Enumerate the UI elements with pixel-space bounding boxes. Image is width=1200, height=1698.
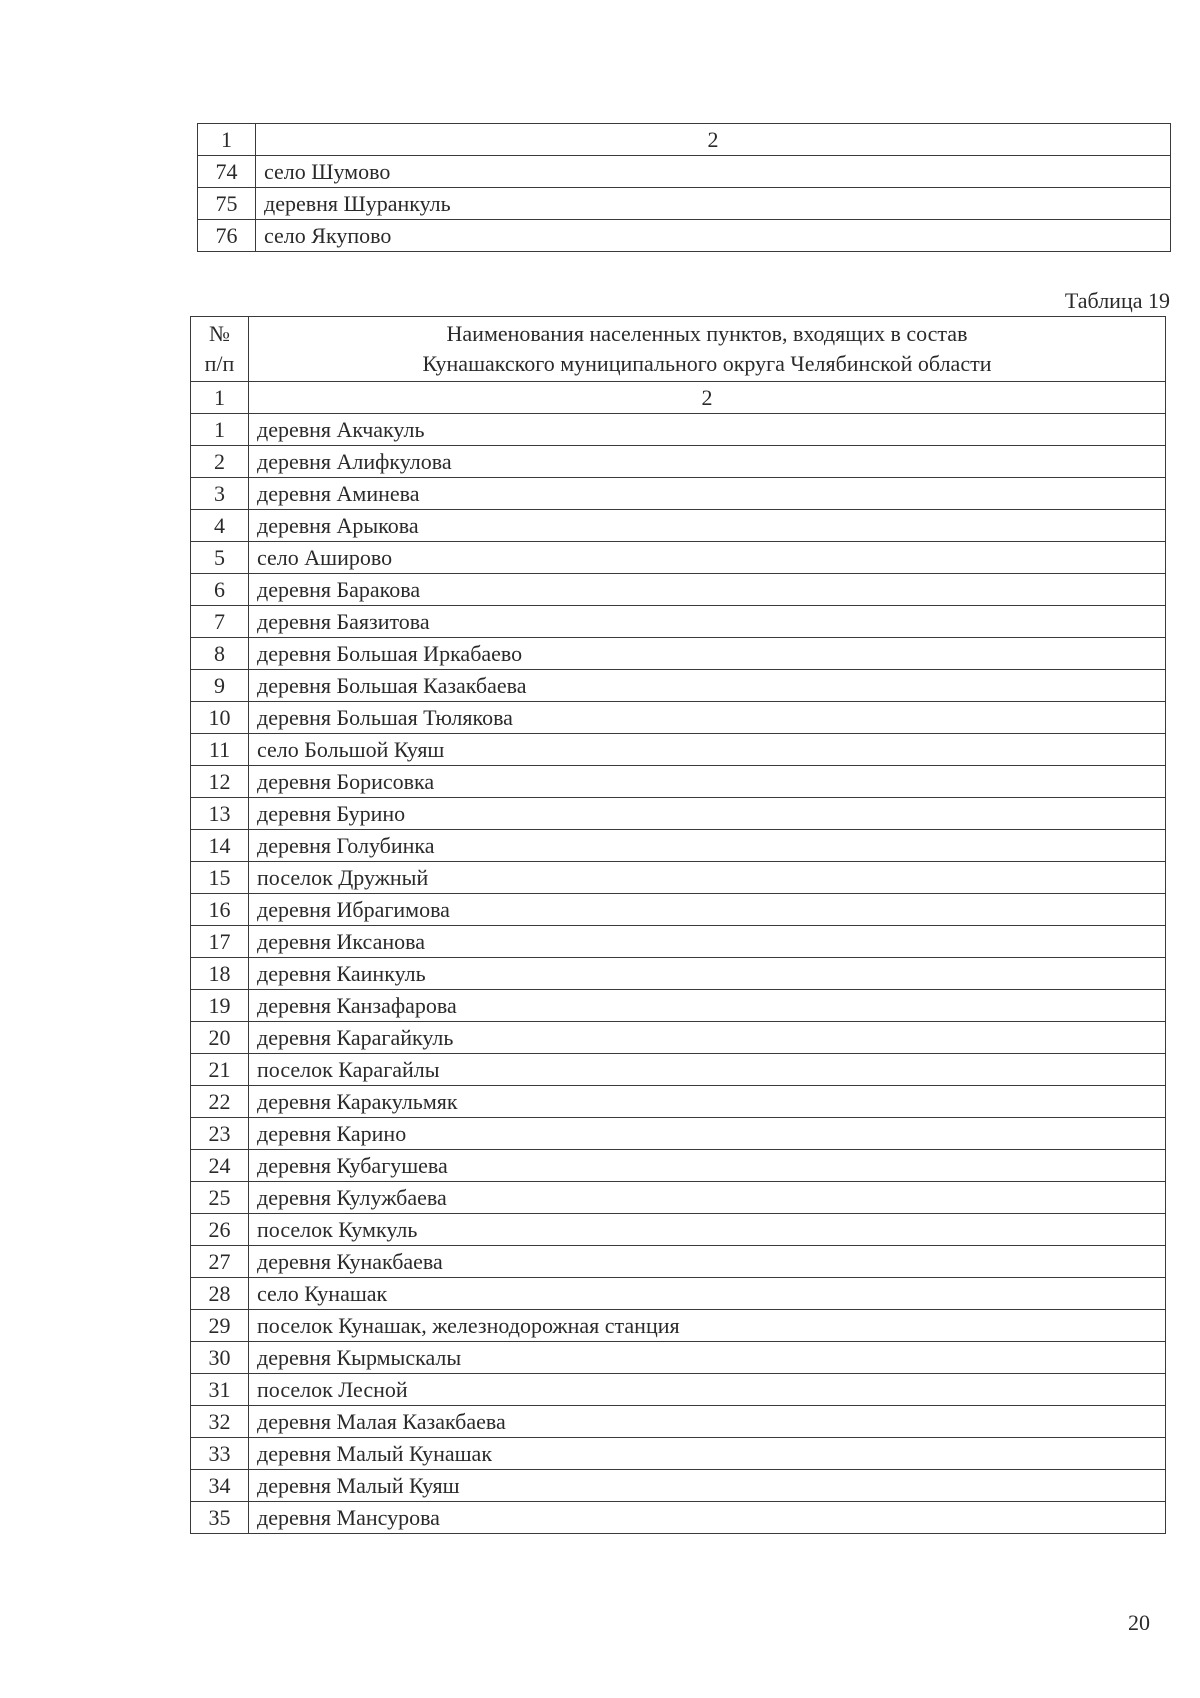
table-row xyxy=(191,1054,1166,1086)
table-row xyxy=(191,702,1166,734)
row-number: 11 xyxy=(191,734,249,766)
header-number-cell xyxy=(191,317,249,382)
table-row xyxy=(191,926,1166,958)
settlement-name: деревня Каракульмяк xyxy=(249,1086,1166,1118)
settlement-name: поселок Дружный xyxy=(249,862,1166,894)
settlement-name: село Аширово xyxy=(249,542,1166,574)
table-row xyxy=(191,766,1166,798)
row-number: 19 xyxy=(191,990,249,1022)
table-row xyxy=(191,734,1166,766)
table-row xyxy=(191,1502,1166,1534)
table-row xyxy=(191,798,1166,830)
settlement-name: деревня Борисовка xyxy=(249,766,1166,798)
table-row xyxy=(191,1470,1166,1502)
table-row xyxy=(191,1150,1166,1182)
row-number: 34 xyxy=(191,1470,249,1502)
settlement-name: деревня Каинкуль xyxy=(249,958,1166,990)
settlement-name: деревня Большая Казакбаева xyxy=(249,670,1166,702)
table-row xyxy=(198,220,1171,252)
settlement-name: деревня Ибрагимова xyxy=(249,894,1166,926)
settlement-name: деревня Бурино xyxy=(249,798,1166,830)
settlement-name: село Большой Куяш xyxy=(249,734,1166,766)
settlement-name: поселок Лесной xyxy=(249,1374,1166,1406)
table-row xyxy=(191,446,1166,478)
column-number-1: 1 xyxy=(191,382,249,414)
column-number-2: 2 xyxy=(249,382,1166,414)
table-row xyxy=(191,830,1166,862)
table-row xyxy=(191,510,1166,542)
header-name-line-1: Наименования населенных пунктов, входящих в состав xyxy=(446,321,968,346)
settlement-name: деревня Мансурова xyxy=(249,1502,1166,1534)
table-19-body xyxy=(191,317,1166,1534)
row-number: 29 xyxy=(191,1310,249,1342)
column-number-2: 2 xyxy=(256,124,1171,156)
settlement-name: деревня Малый Куяш xyxy=(249,1470,1166,1502)
table-row xyxy=(191,894,1166,926)
table-row xyxy=(198,156,1171,188)
settlement-name: поселок Карагайлы xyxy=(249,1054,1166,1086)
column-number-1: 1 xyxy=(198,124,256,156)
settlement-name: деревня Шуранкуль xyxy=(256,188,1171,220)
row-number: 27 xyxy=(191,1246,249,1278)
header-number-symbol: № xyxy=(209,321,230,346)
settlement-name: село Шумово xyxy=(256,156,1171,188)
row-number: 23 xyxy=(191,1118,249,1150)
settlement-name: село Кунашак xyxy=(249,1278,1166,1310)
settlement-name: деревня Карагайкуль xyxy=(249,1022,1166,1054)
settlement-name: село Якупово xyxy=(256,220,1171,252)
row-number: 24 xyxy=(191,1150,249,1182)
row-number: 9 xyxy=(191,670,249,702)
settlement-name: деревня Арыкова xyxy=(249,510,1166,542)
column-number-row xyxy=(191,382,1166,414)
settlement-name: деревня Аминева xyxy=(249,478,1166,510)
continued-table-body xyxy=(198,124,1171,252)
row-number: 16 xyxy=(191,894,249,926)
row-number: 18 xyxy=(191,958,249,990)
settlement-name: деревня Алифкулова xyxy=(249,446,1166,478)
table-header-row xyxy=(191,317,1166,382)
row-number: 14 xyxy=(191,830,249,862)
row-number: 35 xyxy=(191,1502,249,1534)
row-number: 75 xyxy=(198,188,256,220)
row-number: 76 xyxy=(198,220,256,252)
table-row xyxy=(191,574,1166,606)
table-row xyxy=(191,1214,1166,1246)
row-number: 7 xyxy=(191,606,249,638)
row-number: 4 xyxy=(191,510,249,542)
table-row xyxy=(198,188,1171,220)
settlement-name: деревня Иксанова xyxy=(249,926,1166,958)
settlement-name: деревня Большая Иркабаево xyxy=(249,638,1166,670)
settlement-name: деревня Малая Казакбаева xyxy=(249,1406,1166,1438)
row-number: 3 xyxy=(191,478,249,510)
settlement-name: поселок Кунашак, железнодорожная станция xyxy=(249,1310,1166,1342)
row-number: 6 xyxy=(191,574,249,606)
row-number: 13 xyxy=(191,798,249,830)
page-number: 20 xyxy=(1128,1610,1150,1635)
column-number-row xyxy=(198,124,1171,156)
settlement-name: деревня Канзафарова xyxy=(249,990,1166,1022)
settlement-name: деревня Карино xyxy=(249,1118,1166,1150)
settlement-name: деревня Малый Кунашак xyxy=(249,1438,1166,1470)
table-row xyxy=(191,670,1166,702)
row-number: 17 xyxy=(191,926,249,958)
settlements-table-19 xyxy=(190,316,1166,1534)
row-number: 33 xyxy=(191,1438,249,1470)
table-row xyxy=(191,1022,1166,1054)
row-number: 26 xyxy=(191,1214,249,1246)
settlement-name: деревня Большая Тюлякова xyxy=(249,702,1166,734)
table-row xyxy=(191,862,1166,894)
table-row xyxy=(191,1342,1166,1374)
settlement-name: деревня Кубагушева xyxy=(249,1150,1166,1182)
row-number: 12 xyxy=(191,766,249,798)
row-number: 10 xyxy=(191,702,249,734)
table-row xyxy=(191,1086,1166,1118)
row-number: 21 xyxy=(191,1054,249,1086)
settlement-name: деревня Кулужбаева xyxy=(249,1182,1166,1214)
settlement-name: деревня Баязитова xyxy=(249,606,1166,638)
row-number: 25 xyxy=(191,1182,249,1214)
table-row xyxy=(191,414,1166,446)
row-number: 32 xyxy=(191,1406,249,1438)
continued-settlements-table xyxy=(197,123,1171,252)
table-row xyxy=(191,1246,1166,1278)
header-name-cell xyxy=(249,317,1166,382)
table-row xyxy=(191,606,1166,638)
table-row xyxy=(191,958,1166,990)
table-row xyxy=(191,1182,1166,1214)
row-number: 15 xyxy=(191,862,249,894)
row-number: 1 xyxy=(191,414,249,446)
row-number: 28 xyxy=(191,1278,249,1310)
row-number: 30 xyxy=(191,1342,249,1374)
settlement-name: поселок Кумкуль xyxy=(249,1214,1166,1246)
settlement-name: деревня Кырмыскалы xyxy=(249,1342,1166,1374)
row-number: 31 xyxy=(191,1374,249,1406)
table-row xyxy=(191,1438,1166,1470)
row-number: 8 xyxy=(191,638,249,670)
table-row xyxy=(191,638,1166,670)
row-number: 20 xyxy=(191,1022,249,1054)
table-row xyxy=(191,1278,1166,1310)
table-row xyxy=(191,478,1166,510)
table-row xyxy=(191,1310,1166,1342)
table-row xyxy=(191,1406,1166,1438)
header-number-abbrev: п/п xyxy=(204,351,235,376)
row-number: 2 xyxy=(191,446,249,478)
row-number: 5 xyxy=(191,542,249,574)
header-name-line-2: Кунашакского муниципального округа Челябинской области xyxy=(422,351,992,376)
table-caption: Таблица 19 xyxy=(1064,288,1170,313)
table-row xyxy=(191,1374,1166,1406)
row-number: 74 xyxy=(198,156,256,188)
table-row xyxy=(191,1118,1166,1150)
settlement-name: деревня Баракова xyxy=(249,574,1166,606)
settlement-name: деревня Голубинка xyxy=(249,830,1166,862)
settlement-name: деревня Акчакуль xyxy=(249,414,1166,446)
table-row xyxy=(191,990,1166,1022)
row-number: 22 xyxy=(191,1086,249,1118)
table-row xyxy=(191,542,1166,574)
settlement-name: деревня Кунакбаева xyxy=(249,1246,1166,1278)
